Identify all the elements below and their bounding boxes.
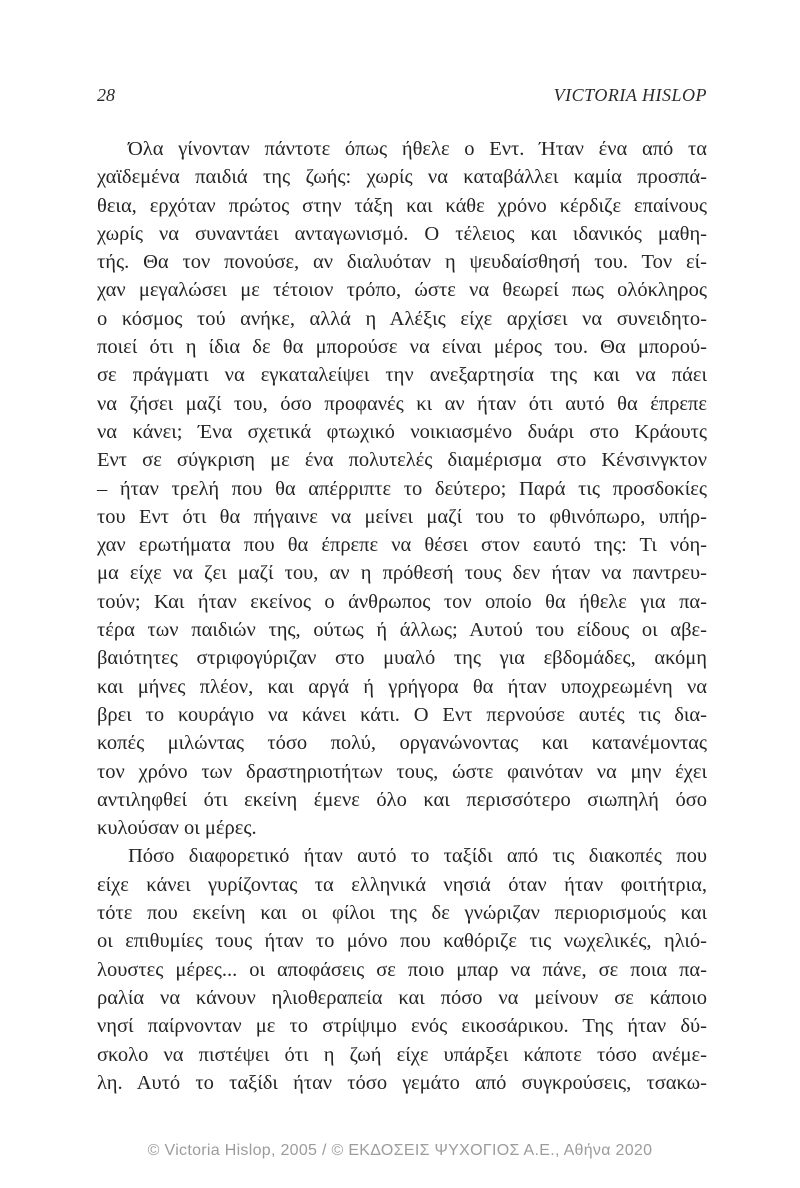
text-line: νησί παίρνονταν με το στρίψιμο ενός εικοσάρικου. Της ήταν δύ- [97,1015,707,1038]
page-number: 28 [97,85,115,105]
running-header-author: VICTORIA HISLOP [553,85,707,105]
text-line: Όλα γίνονταν πάντοτε όπως ήθελε ο Εντ. Ήταν ένα από τα [128,138,707,160]
text-line: ο κόσμος τού ανήκε, αλλά η Αλέξις είχε αρχίσει να συνειδητο- [97,307,707,330]
text-line: τότε που εκείνη και οι φίλοι της δε γνώριζαν περιορισμούς και [97,902,707,925]
page-footer [0,1141,800,1161]
text-line: ραλία να κάνουν ηλιοθεραπεία και πόσο να μείνουν σε κάποιο [97,986,707,1009]
text-line: ποιεί ότι η ίδια δε θα μπορούσε να είναι μέρος του. Θα μπορού- [97,336,707,359]
text-line: κυλούσαν οι μέρες. [97,817,257,840]
text-line: Πόσο διαφορετικό ήταν αυτό το ταξίδι από τις διακοπές που [128,845,707,868]
paragraph [97,135,707,842]
text-line: τούν; Και ήταν εκείνος ο άνθρωπος τον οποίο θα ήθελε για πα- [97,590,707,613]
text-line: μα είχε να ζει μαζί του, αν η πρόθεσή τους δεν ήταν να παντρευ- [97,562,707,585]
text-line: αντιληφθεί ότι εκείνη έμενε όλο και περισσότερο σιωπηλή όσο [97,788,707,811]
running-header [97,84,707,106]
paragraph [97,842,707,1097]
text-line: βαιότητες στριφογύριζαν στο μυαλό της για εβδομάδες, ακόμη [97,647,707,670]
text-line: βρει το κουράγιο να κάνει κάτι. Ο Εντ περνούσε αυτές τις δια- [97,703,707,726]
text-line: χαν ερωτήματα που θα έπρεπε να θέσει στον εαυτό της: Τι νόη- [97,534,707,557]
text-line: σε πράγματι να εγκαταλείψει την ανεξαρτησία της και να πάει [97,364,707,387]
text-line: χαν μεγαλώσει με τέτοιον τρόπο, ώστε να θεωρεί πως ολόκληρος [97,279,707,302]
text-line: κοπές μιλώντας τόσο πολύ, οργανώνοντας και κατανέμοντας [97,732,707,755]
text-line: να κάνει; Ένα σχετικά φτωχικό νοικιασμένο δυάρι στο Κράουτς [97,420,707,443]
text-line: σκολο να πιστέψει ότι η ζωή είχε υπάρξει κάποτε τόσο ανέμε- [97,1043,707,1066]
text-line: λη. Αυτό το ταξίδι ήταν τόσο γεμάτο από συγκρούσεις, τσακω- [97,1071,707,1094]
text-line: του Εντ ότι θα πήγαινε να μείνει μαζί του το φθινόπωρο, υπήρ- [97,505,707,528]
text-line: να ζήσει μαζί του, όσο προφανές κι αν ήταν ότι αυτό θα έπρεπε [97,392,707,415]
text-line: τέρα των παιδιών της, ούτως ή άλλως; Αυτού του είδους οι αβε- [97,619,707,642]
text-line: και μήνες πλέον, και αργά ή γρήγορα θα ήταν υποχρεωμένη να [97,675,707,698]
text-line: είχε κάνει γυρίζοντας τα ελληνικά νησιά όταν ήταν φοιτήτρια, [97,873,707,896]
text-line: λουστες μέρες... οι αποφάσεις σε ποιο μπαρ να πάνε, σε ποια πα- [97,958,707,981]
text-line: χωρίς να συναντάει ανταγωνισμό. Ο τέλειος και ιδανικός μαθη- [97,222,707,245]
page-body [97,135,707,1097]
text-line: θεια, ερχόταν πρώτος στην τάξη και κάθε χρόνο κέρδιζε επαίνους [97,194,707,217]
text-line: χαϊδεμένα παιδιά της ζωής: χωρίς να καταβάλλει καμία προσπά- [97,166,707,189]
text-line: – ήταν τρελή που θα απέρριπτε το δεύτερο; Παρά τις προσδοκίες [97,477,707,500]
text-line: τον χρόνο των δραστηριοτήτων τους, ώστε φαινόταν να μην έχει [97,760,707,783]
text-line: Εντ σε σύγκριση με ένα πολυτελές διαμέρισμα στο Κένσινγκτον [97,449,707,472]
text-line: τής. Θα τον πονούσε, αν διαλυόταν η ψευδαίσθησή του. Τον εί- [97,251,707,274]
copyright-line: © Victoria Hislop, 2005 / © ΕΚΔΟΣΕΙΣ ΨΥΧΟΓΙΟΣ Α.Ε., Αθήνα 2020 [147,1142,653,1159]
text-line: οι επιθυμίες τους ήταν το μόνο που καθόριζε τις νωχελικές, ηλιό- [97,930,707,953]
